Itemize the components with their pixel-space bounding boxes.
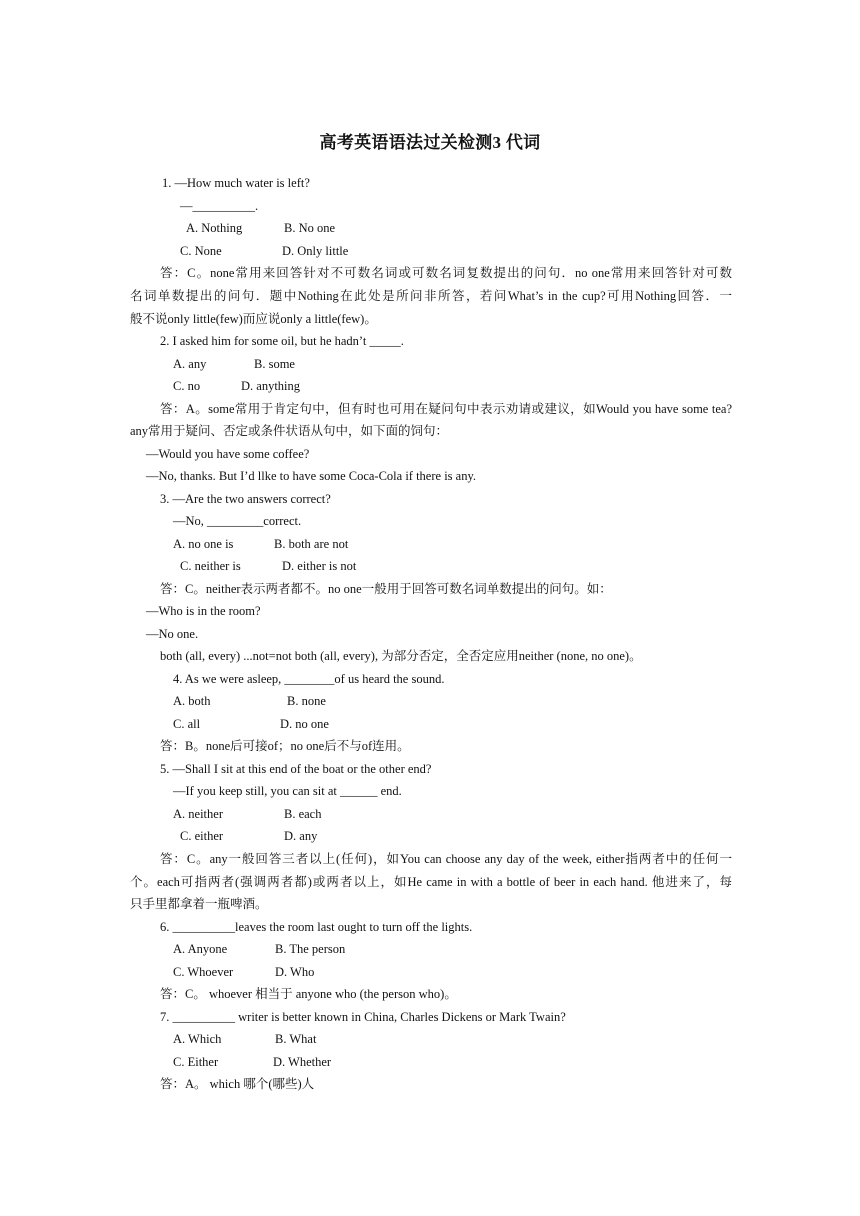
q1-answer-line2: 名词单数提出的问句．题中Nothing在此处是所问非所答，若问What’s in the cup?可用Nothing回答．一 xyxy=(130,289,732,303)
q2-example-2: —No, thanks. But I’d llke to have some Coca-Cola if there is any. xyxy=(146,469,477,483)
q2-option-d: D. anything xyxy=(241,379,301,393)
q2-example-1: —Would you have some coffee? xyxy=(146,447,310,461)
q1-option-d: D. Only little xyxy=(282,244,349,258)
q1-option-b: B. No one xyxy=(284,221,336,235)
question-6-stem: 6. __________leaves the room last ought to turn off the lights. xyxy=(160,920,473,934)
q7-option-c: C. Either xyxy=(173,1055,219,1069)
q5-option-c: C. either xyxy=(180,829,224,843)
q1-option-c: C. None xyxy=(180,244,222,258)
q6-option-a: A. Anyone xyxy=(173,942,228,956)
question-3-stem: 3. —Are the two answers correct? xyxy=(160,492,331,506)
page-title: 高考英语语法过关检测3 代词 xyxy=(319,133,541,152)
q4-option-c: C. all xyxy=(173,717,201,731)
q3-option-c: C. neither is xyxy=(180,559,241,573)
q7-option-d: D. Whether xyxy=(273,1055,332,1069)
q2-option-b: B. some xyxy=(254,357,295,371)
q3-option-b: B. both are not xyxy=(274,537,349,551)
q3-example-2: —No one. xyxy=(146,627,199,641)
question-1-stem: 1. —How much water is left? xyxy=(162,176,310,190)
q3-answer: 答：C。neither表示两者都不。no one一般用于回答可数名词单数提出的问句。如： xyxy=(160,582,612,596)
q1-answer-line1: 答：C。none常用来回答针对不可数名词或可数名词复数提出的问句．no one常用来回答针对可数 xyxy=(160,266,732,280)
q6-option-b: B. The person xyxy=(275,942,346,956)
q4-option-a: A. both xyxy=(173,694,211,708)
q6-option-d: D. Who xyxy=(275,965,315,979)
q2-option-a: A. any xyxy=(173,357,207,371)
q7-option-b: B. What xyxy=(275,1032,317,1046)
q6-answer: 答：C。 whoever 相当于 anyone who (the person who)。 xyxy=(160,987,457,1001)
q3-option-a: A. no one is xyxy=(173,537,234,551)
question-5-reply: —If you keep still, you can sit at ______ end. xyxy=(173,784,402,798)
q4-option-b: B. none xyxy=(287,694,326,708)
question-2-stem: 2. I asked him for some oil, but he hadn’t _____. xyxy=(160,334,404,348)
q2-option-c: C. no xyxy=(173,379,201,393)
q3-note: both (all, every) ...not=not both (all, every), 为部分否定，全否定应用neither (none, no one)。 xyxy=(160,649,642,663)
q3-example-1: —Who is in the room? xyxy=(146,604,261,618)
q1-option-a: A. Nothing xyxy=(186,221,243,235)
q3-option-d: D. either is not xyxy=(282,559,357,573)
question-1-blank: —__________. xyxy=(180,199,259,213)
q2-answer-line2: any常用于疑问、否定或条件状语从句中，如下面的饲句： xyxy=(130,424,449,438)
question-4-stem: 4. As we were asleep, ________of us heard the sound. xyxy=(173,672,445,686)
q5-option-a: A. neither xyxy=(173,807,223,821)
q5-option-b: B. each xyxy=(284,807,322,821)
q5-answer-line2: 个。each可指两者(强调两者都)或两者以上，如He came in with a bottle of beer in each hand. 他进来了，每 xyxy=(130,875,732,889)
question-3-blank: —No, _________correct. xyxy=(173,514,302,528)
q6-option-c: C. Whoever xyxy=(173,965,234,979)
q7-answer: 答：A。 which 哪个(哪些)人 xyxy=(160,1077,315,1091)
q2-answer-line1: 答：A。some常用于肯定句中，但有时也可用在疑问句中表示劝请或建议，如Would you have some tea? xyxy=(160,402,732,416)
q7-option-a: A. Which xyxy=(173,1032,222,1046)
question-5-stem: 5. —Shall I sit at this end of the boat or the other end? xyxy=(160,762,432,776)
q4-answer: 答：B。none后可接of；no one后不与of连用。 xyxy=(160,739,410,753)
question-7-stem: 7. __________ writer is better known in China, Charles Dickens or Mark Twain? xyxy=(160,1010,566,1024)
q5-option-d: D. any xyxy=(284,829,318,843)
q4-option-d: D. no one xyxy=(280,717,329,731)
q1-answer-line3: 般不说only little(few)而应说only a little(few)。 xyxy=(130,312,377,326)
q5-answer-line1: 答：C。any一般回答三者以上(任何)，如You can choose any day of the week, either指两者中的任何一 xyxy=(160,852,732,866)
q5-answer-line3: 只手里都拿着一瓶啤酒。 xyxy=(130,897,268,911)
